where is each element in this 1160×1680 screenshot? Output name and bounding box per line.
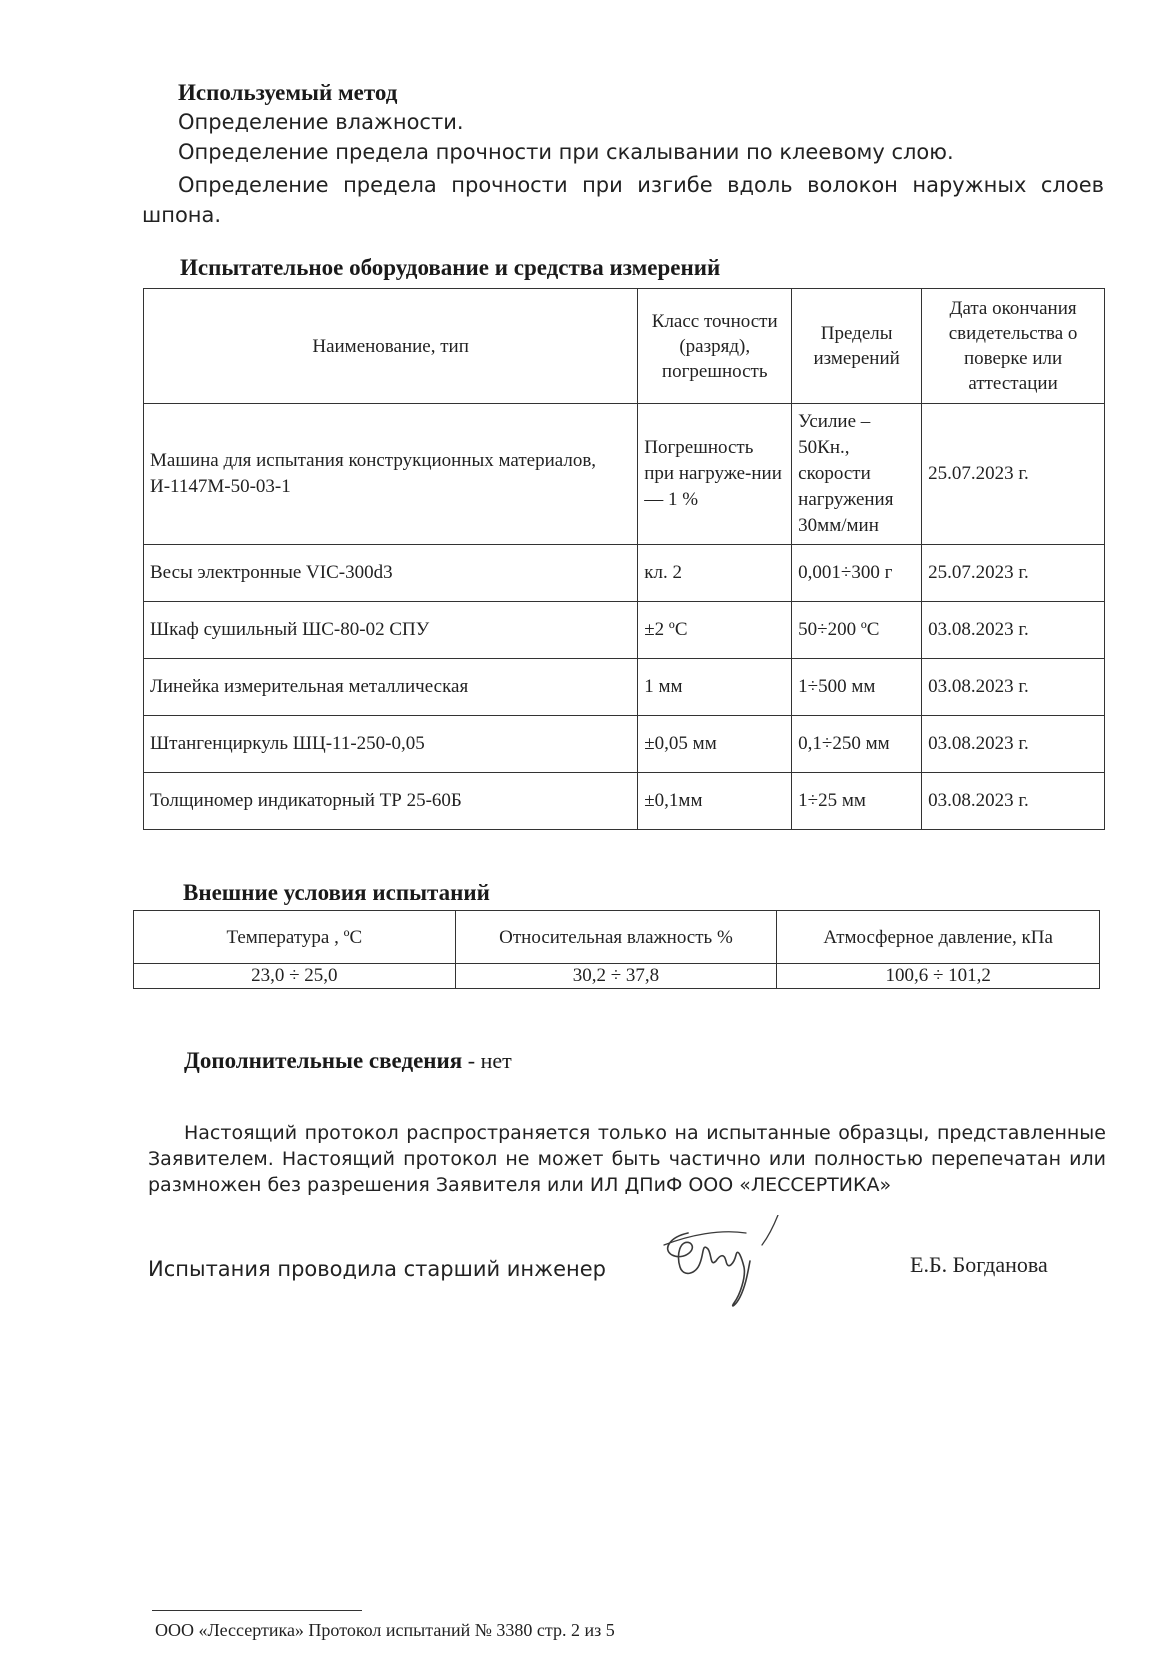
header-name: Наименование, тип (144, 289, 638, 404)
equipment-range: 1÷500 мм (792, 659, 922, 716)
equipment-date: 03.08.2023 г. (922, 602, 1105, 659)
temperature-value: 23,0 ÷ 25,0 (134, 964, 456, 989)
equipment-table (143, 288, 1105, 830)
header-pressure: Атмосферное давление, кПа (777, 911, 1100, 964)
additional-value: - нет (462, 1048, 512, 1073)
conditions-value-row (134, 964, 1100, 989)
equipment-range: 0,001÷300 г (792, 545, 922, 602)
equipment-accuracy: 1 мм (638, 659, 792, 716)
method-line-1: Определение влажности. (178, 110, 464, 134)
equipment-range: Усилие – 50Кн., скорости нагружения 30мм/мин (792, 404, 922, 545)
notice-text: Настоящий протокол распространяется только на испытанные образцы, представленные Заявителем. Настоящий протокол не может быть частично или полностью перепечатан или размножен без разрешения Заявителя или ИЛ ДПиФ ООО «ЛЕССЕРТИКА» (148, 1122, 1106, 1196)
equipment-accuracy: ±0,1мм (638, 773, 792, 830)
footer-divider (152, 1610, 362, 1611)
conditions-header-row (134, 911, 1100, 964)
equipment-range: 50÷200 ºС (792, 602, 922, 659)
header-humidity: Относительная влажность % (455, 911, 777, 964)
equipment-date: 03.08.2023 г. (922, 716, 1105, 773)
equipment-accuracy: кл. 2 (638, 545, 792, 602)
method-line-2: Определение предела прочности при скалывании по клеевому слою. (178, 140, 954, 164)
signature-label: Испытания проводила старший инженер (148, 1257, 606, 1281)
equipment-name: Толщиномер индикаторный ТР 25-60Б (144, 773, 638, 830)
table-row (144, 602, 1105, 659)
equipment-accuracy: Погрешность при нагруже-нии — 1 % (638, 404, 792, 545)
equipment-name: Машина для испытания конструкционных материалов, И-1147М-50-03-1 (144, 404, 638, 545)
conditions-title: Внешние условия испытаний (183, 880, 490, 905)
table-row (144, 773, 1105, 830)
footer-text: ООО «Лессертика» Протокол испытаний № 3380 стр. 2 из 5 (155, 1620, 615, 1640)
table-row (144, 659, 1105, 716)
header-temperature: Температура , ºС (134, 911, 456, 964)
equipment-date: 03.08.2023 г. (922, 659, 1105, 716)
equipment-title: Испытательное оборудование и средства измерений (180, 255, 721, 280)
method-line-3: Определение предела прочности при изгибе вдоль волокон наружных слоев шпона. (142, 173, 1104, 227)
equipment-date: 25.07.2023 г. (922, 404, 1105, 545)
equipment-header-row (144, 289, 1105, 404)
notice-paragraph (148, 1120, 1106, 1198)
table-row (144, 716, 1105, 773)
additional-title: Дополнительные сведения (184, 1048, 463, 1073)
equipment-name: Линейка измерительная металлическая (144, 659, 638, 716)
table-row (144, 404, 1105, 545)
humidity-value: 30,2 ÷ 37,8 (455, 964, 777, 989)
handwritten-signature (650, 1215, 850, 1330)
equipment-range: 1÷25 мм (792, 773, 922, 830)
pressure-value: 100,6 ÷ 101,2 (777, 964, 1100, 989)
method-title: Используемый метод (178, 80, 398, 105)
signer-name: Е.Б. Богданова (910, 1252, 1048, 1277)
equipment-date: 03.08.2023 г. (922, 773, 1105, 830)
additional-info (184, 1048, 512, 1074)
table-row (144, 545, 1105, 602)
equipment-name: Штангенциркуль ШЦ-11-250-0,05 (144, 716, 638, 773)
equipment-accuracy: ±0,05 мм (638, 716, 792, 773)
header-range: Пределы измерений (792, 289, 922, 404)
header-verification-date: Дата окончания свидетельства о поверке или аттестации (922, 289, 1105, 404)
equipment-accuracy: ±2 ºС (638, 602, 792, 659)
conditions-table (133, 910, 1100, 989)
equipment-range: 0,1÷250 мм (792, 716, 922, 773)
equipment-name: Шкаф сушильный ШС-80-02 СПУ (144, 602, 638, 659)
equipment-name: Весы электронные VIC-300d3 (144, 545, 638, 602)
header-accuracy: Класс точности (разряд), погрешность (638, 289, 792, 404)
equipment-date: 25.07.2023 г. (922, 545, 1105, 602)
